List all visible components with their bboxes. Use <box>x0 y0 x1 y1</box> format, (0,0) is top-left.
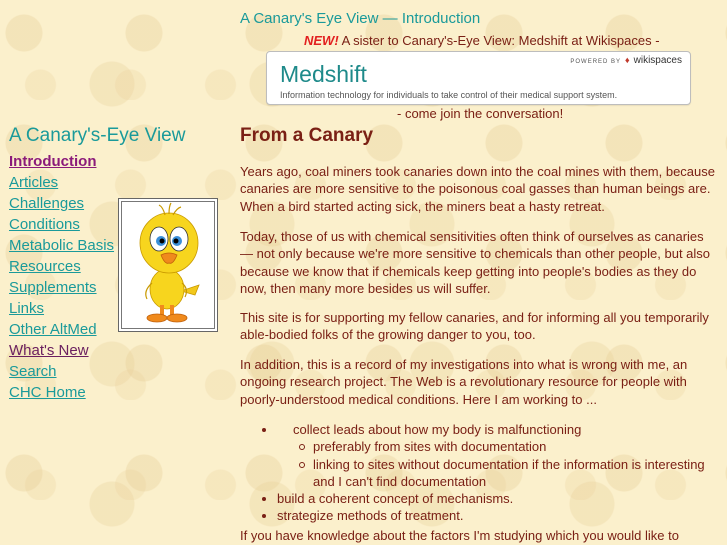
nav-whats-new[interactable]: What's New <box>9 342 89 359</box>
new-announcement-text: A sister to Canary's-Eye View: Medshift at Wikispaces - <box>338 33 660 48</box>
sub-bullet-icon <box>299 462 305 468</box>
goals-list <box>240 421 718 525</box>
wikispaces-logo-icon: ♦ <box>625 55 631 65</box>
site-title: A Canary's-Eye View <box>9 125 186 146</box>
paragraph-4: In addition, this is a record of my investigations into what is wrong with me, an ongoing research project. The Web is a revolutionary resource for people with poorly-understood medical conditions. Here I am working to ... <box>240 357 688 407</box>
paragraph-3: This site is for supporting my fellow canaries, and for informing all you temporarily able-bodied folks of the growing danger to you, too. <box>240 310 709 343</box>
sidebar-nav <box>9 153 114 405</box>
bullet-text: strategize methods of treatment. <box>277 508 464 524</box>
powered-by-wikispaces[interactable] <box>570 55 682 66</box>
canary-illustration <box>119 199 217 331</box>
nav-chc-home[interactable]: CHC Home <box>9 384 86 401</box>
sub-bullet-text: preferably from sites with documentation <box>313 439 547 455</box>
nav-conditions[interactable]: Conditions <box>9 216 80 233</box>
list-item <box>240 421 718 438</box>
nav-articles[interactable]: Articles <box>9 174 59 191</box>
bullet-icon <box>262 428 266 432</box>
nav-links[interactable]: Links <box>9 300 45 317</box>
medshift-description: Information technology for individuals to take control of their medical support system. <box>280 90 618 100</box>
medshift-banner[interactable] <box>266 51 691 105</box>
list-item <box>240 490 718 507</box>
medshift-name[interactable]: Medshift <box>280 61 367 87</box>
list-item <box>240 438 718 455</box>
powered-by-label: POWERED BY <box>570 59 622 65</box>
page-title: A Canary's Eye View — Introduction <box>240 10 481 27</box>
nav-supplements[interactable]: Supplements <box>9 279 97 296</box>
join-conversation-text: - come join the conversation! <box>397 106 564 121</box>
bullet-icon <box>262 514 266 518</box>
nav-search[interactable]: Search <box>9 363 57 380</box>
paragraph-1: Years ago, coal miners took canaries down into the coal mines with them, because canaries are more sensitive to the poisonous coal gasses than human beings are. When a bird started acting sick, the miners beat a hasty retreat. <box>240 164 716 214</box>
main-heading: From a Canary <box>240 125 374 146</box>
bullet-icon <box>262 497 266 501</box>
nav-challenges[interactable]: Challenges <box>9 195 85 212</box>
wikispaces-label: wikispaces <box>633 55 682 66</box>
new-badge: NEW! <box>304 33 339 48</box>
tweety-image <box>118 198 218 332</box>
nav-other-altmed[interactable]: Other AltMed <box>9 321 97 338</box>
sub-bullet-text: linking to sites without documentation if the information is interesting and I can't find documentation <box>313 456 705 489</box>
nav-introduction[interactable]: Introduction <box>9 153 97 170</box>
list-item <box>240 507 718 524</box>
bullet-text: build a coherent concept of mechanisms. <box>277 491 514 507</box>
new-announcement <box>304 33 660 48</box>
paragraph-2: Today, those of us with chemical sensitivities often think of ourselves as canaries — not only because we're more sensitive to chemicals than other people, but also because we know that if chemicals keep getting into people's bodies as they do now, then many more besides us will suffer. <box>240 229 711 296</box>
nav-metabolic-basis[interactable]: Metabolic Basis <box>9 237 115 254</box>
paragraph-trailing: If you have knowledge about the factors I'm studying which you would like to <box>240 528 679 543</box>
sub-bullet-icon <box>299 444 305 450</box>
list-item <box>240 456 718 491</box>
nav-resources[interactable]: Resources <box>9 258 81 275</box>
bullet-text: collect leads about how my body is malfunctioning <box>293 422 582 437</box>
